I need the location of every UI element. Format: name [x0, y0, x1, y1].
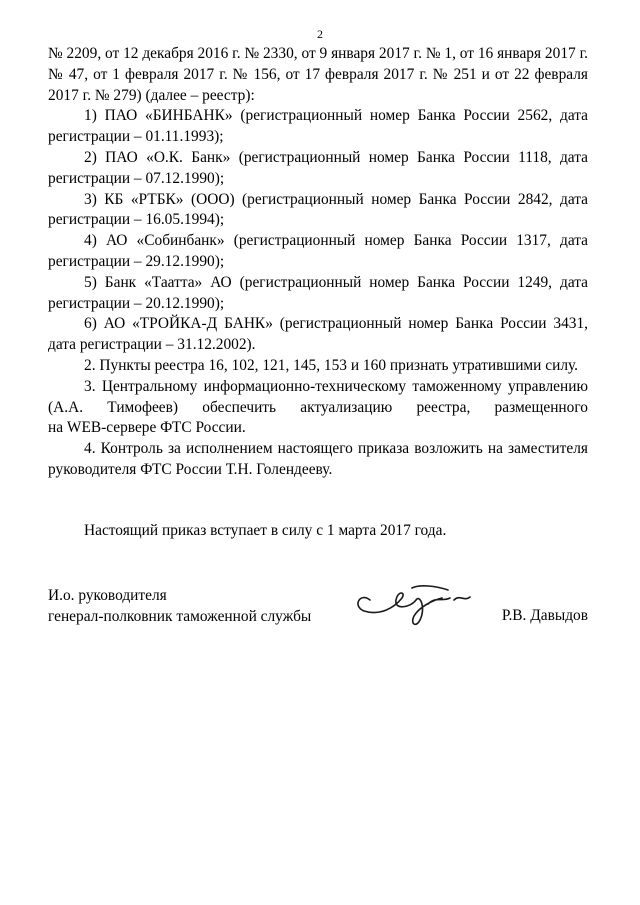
effective-date: Настоящий приказ вступает в силу с 1 марта 2017 года. [84, 521, 447, 539]
list-item-6: 6) АО «ТРОЙКА-Д БАНК» (регистрационный номер Банка России 3431, дата регистрации – 31.12.2002). [48, 315, 588, 354]
point-4: 4. Контроль за исполнением настоящего приказа возложить на заместителя руководителя ФТС России Т.Н. Голендееву. [48, 440, 588, 478]
signer-title-2: генерал-полковник таможенной службы [48, 607, 312, 625]
point-3-tail: на WEB-сервере ФТС России. [48, 419, 246, 437]
signer-title-1: И.о. руководителя [48, 587, 167, 604]
signer-block [48, 586, 311, 628]
list-item-4: 4) АО «Собинбанк» (регистрационный номер Банка России 1317, дата регистрации – 29.12.1990); [48, 232, 588, 270]
point-3-main: 3. Центральному информационно-техническому таможенному управлению (А.А. Тимофеев) обеспечить актуализацию реестра, размещенного [48, 377, 588, 416]
document-body [48, 44, 588, 542]
list-item-5: 5) Банк «Таатта» АО (регистрационный номер Банка России 1249, дата регистрации – 20.12.1990); [48, 273, 588, 312]
signer-name: Р.В. Давыдов [501, 607, 588, 624]
handwritten-signature [350, 578, 482, 634]
list-item-1: 1) ПАО «БИНБАНК» (регистрационный номер Банка России 2562, дата регистрации – 01.11.1993); [48, 107, 588, 146]
list-item-2: 2) ПАО «О.К. Банк» (регистрационный номер Банка России 1118, дата регистрации – 07.12.1990); [48, 148, 588, 187]
point-2: 2. Пункты реестра 16, 102, 121, 145, 153 и 160 признать утратившими силу. [84, 356, 579, 374]
intro-paragraph: № 2209, от 12 декабря 2016 г. № 2330, от 9 января 2017 г. № 1, от 16 января 2017 г. № 47, от 1 февраля 2017 г. № 156, от 17 февраля 2017 г. № 251 и от 22 февраля 2017 г. № 279) (далее – реестр): [48, 45, 588, 104]
page-number: 2 [317, 27, 323, 41]
list-item-3: 3) КБ «РТБК» (ООО) (регистрационный номер Банка России 2842, дата регистрации – 16.05.1994); [48, 190, 588, 229]
